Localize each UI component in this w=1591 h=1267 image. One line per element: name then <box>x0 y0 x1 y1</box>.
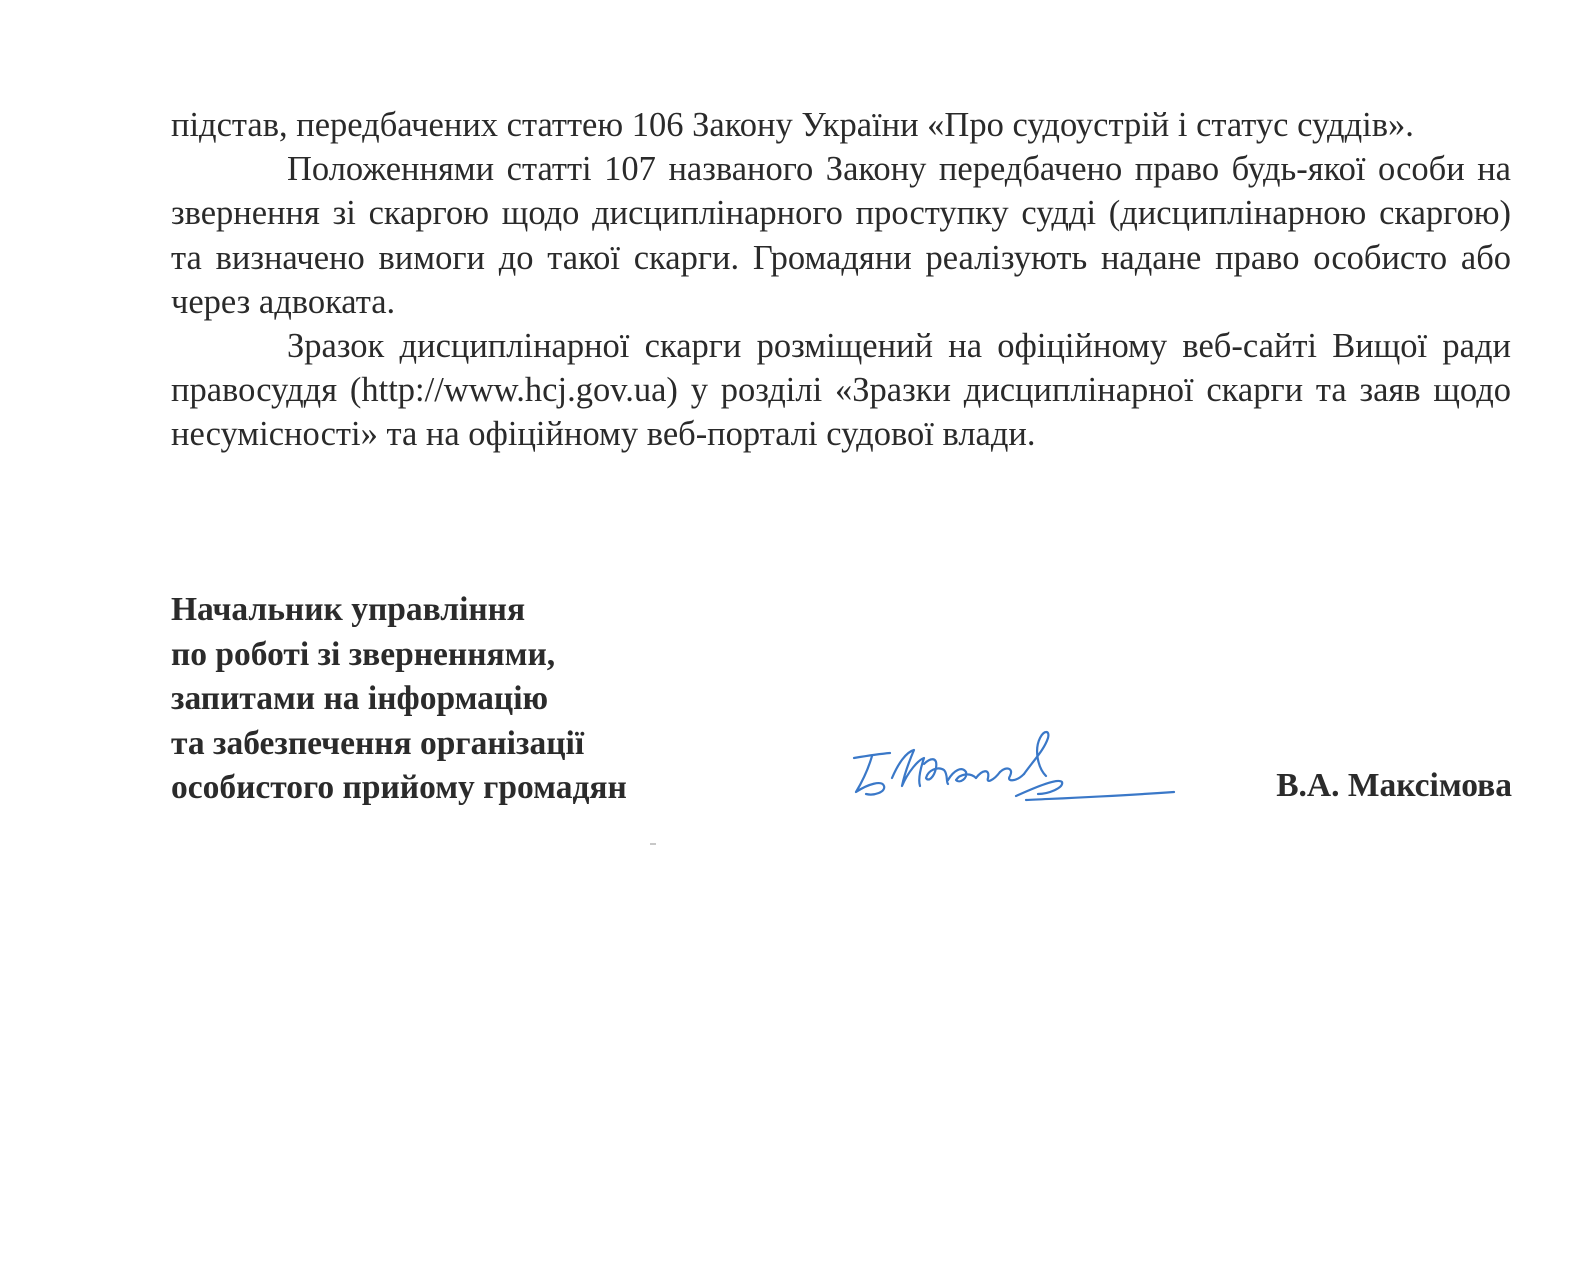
position-line: особистого прийому громадян <box>171 769 627 806</box>
position-line: Начальник управління <box>171 591 526 628</box>
position-line: та забезпечення організації <box>171 724 585 762</box>
position-line: запитами на інформацію <box>171 680 549 717</box>
signer-name: В.А. Максімова <box>1276 767 1512 804</box>
handwritten-signature <box>848 720 1208 830</box>
paragraph-complaint-sample: Зразок дисциплінарної скарги розміщений на офіційному веб-сайті Вищої ради правосуддя (http://www.hcj.gov.ua) у розділі «Зразки дисциплінарної скарги та заяв щодо несумісності» та на офіційному веб-порталі судової влади. <box>171 327 1511 454</box>
letter-body <box>171 103 1511 457</box>
position-line: по роботі зі зверненнями, <box>171 635 556 673</box>
scan-speck <box>650 843 656 845</box>
paragraph-article-107: Положеннями статті 107 названого Закону передбачено право будь-якої особи на звернення зі скаргою щодо дисциплінарного проступку судді (дисциплінарною скаргою) та визначено вимоги до такої скарги. Громадяни реалізують надане право особисто або через адвоката. <box>171 150 1511 321</box>
paragraph-grounds: підстав, передбачених статтею 106 Закону України «Про судоустрій і статус суддів». <box>171 106 1414 144</box>
signatory-position <box>171 588 627 811</box>
